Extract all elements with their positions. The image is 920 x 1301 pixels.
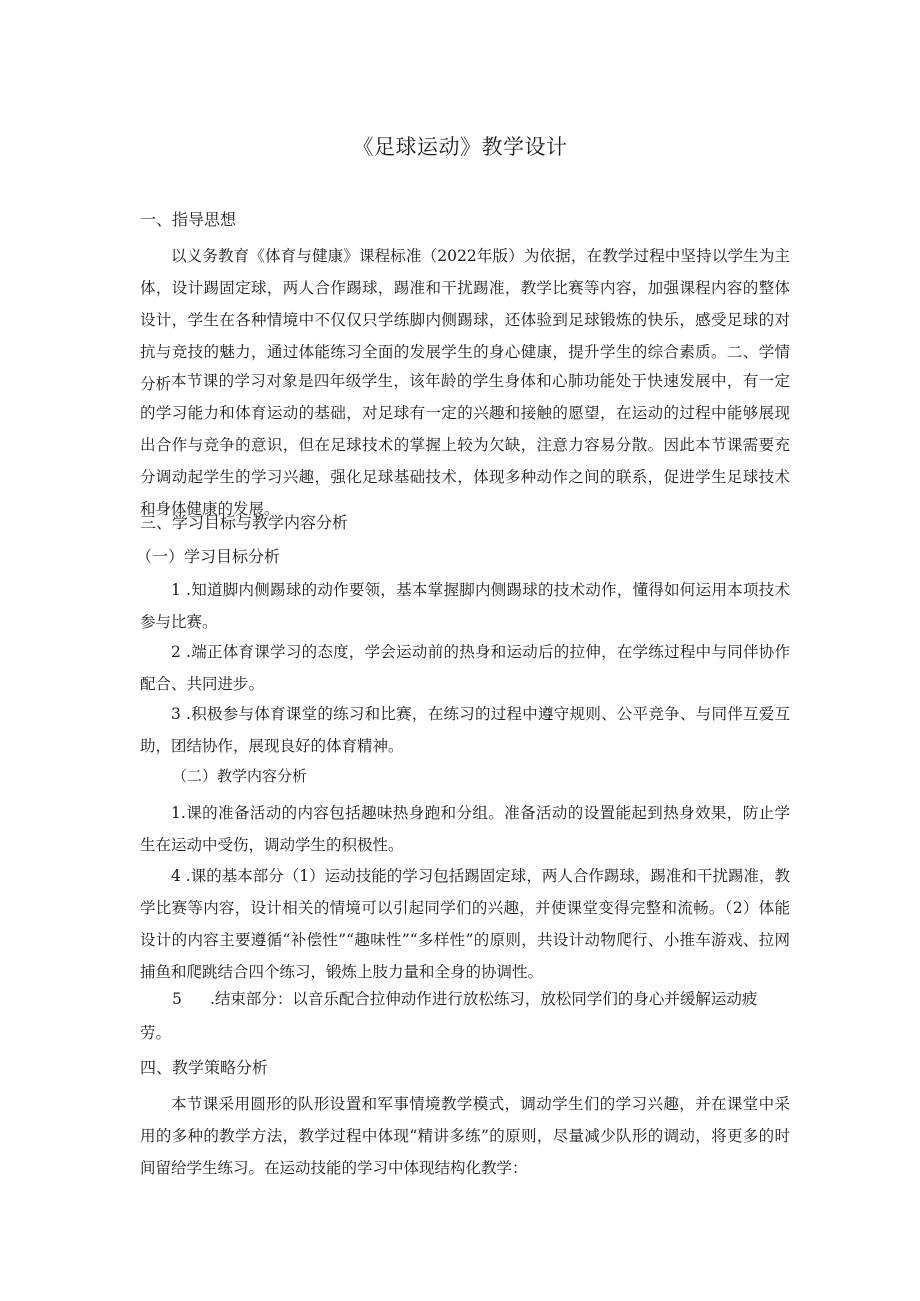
- subsection-content-heading: （二）教学内容分析: [172, 767, 308, 785]
- content-item-4: 4 .课的基本部分（1）运动技能的学习包括踢固定球，两人合作踢球，踢准和干扰踢准，教学比赛等内容，设计相关的情境可以引起同学们的兴趣，并使课堂变得完整和流畅。（2）体能设计的内容主要遵循“补偿性”“趣味性”“多样性”的原则，共设计动物爬行、小推车游戏、拉网捕鱼和爬跳结合四个练习，锻炼上肢力量和全身的协调性。: [140, 867, 790, 981]
- document-title: 《足球运动》教学设计: [352, 135, 568, 159]
- goal-item-2: 2 .端正体育课学习的态度，学会运动前的热身和运动后的拉伸，在学练过程中与同伴协作配合、共同进步。: [140, 643, 790, 693]
- section-1-paragraph: 以义务教育《体育与健康》课程标准（2022年版）为依据，在教学过程中坚持以学生为主体，设计踢固定球，两人合作踢球，踢准和干扰踢准，教学比赛等内容，加强课程内容的整体设计，学生在各种情境中不仅仅只学练脚内侧踢球，还体验到足球锻炼的快乐，感受足球的对抗与竞技的魅力，通过体能练习全面的发展学生的身心健康，提升学生的综合素质。二、学情分析: [140, 247, 790, 393]
- content-item-1: 1.课的准备活动的内容包括趣味热身跑和分组。准备活动的设置能起到热身效果，防止学生在运动中受伤，调动学生的积极性。: [140, 804, 790, 854]
- section-4-heading: 四、教学策略分析: [140, 1058, 269, 1077]
- content-item-5-tail: 劳。: [140, 1024, 172, 1042]
- content-item-5-number: 5: [172, 990, 182, 1008]
- section-3-heading: 三、学习目标与教学内容分析: [140, 513, 349, 532]
- section-1-heading: 一、指导思想: [140, 210, 237, 229]
- goal-item-1: 1 .知道脚内侧踢球的动作要领，基本掌握脚内侧踢球的技术动作，懂得如何运用本项技术参与比赛。: [140, 581, 790, 631]
- section-2-paragraph: 本节课的学习对象是四年级学生，该年龄的学生身体和心肺功能处于快速发展中，有一定的学习能力和体育运动的基础，对足球有一定的兴趣和接触的愿望，在运动的过程中能够展现出合作与竞争的意识，但在足球技术的掌握上较为欠缺，注意力容易分散。因此本节课需要充分调动起学生的学习兴趣，强化足球基础技术，体现多种动作之间的联系，促进学生足球技术和身体健康的发展。: [140, 372, 790, 518]
- subsection-goals-heading: （一）学习目标分析: [136, 547, 281, 566]
- content-item-5-text: .结束部分：以音乐配合拉伸动作进行放松练习，放松同学们的身心并缓解运动疲: [210, 990, 758, 1008]
- goal-item-3: 3 .积极参与体育课堂的练习和比赛，在练习的过程中遵守规则、公平竞争、与同伴互爱互助，团结协作，展现良好的体育精神。: [140, 705, 790, 755]
- section-4-paragraph: 本节课采用圆形的队形设置和军事情境教学模式，调动学生们的学习兴趣，并在课堂中采用的多种的教学方法，教学过程中体现“精讲多练”的原则，尽量减少队形的调动，将更多的时间留给学生练习。在运动技能的学习中体现结构化教学：: [140, 1095, 790, 1177]
